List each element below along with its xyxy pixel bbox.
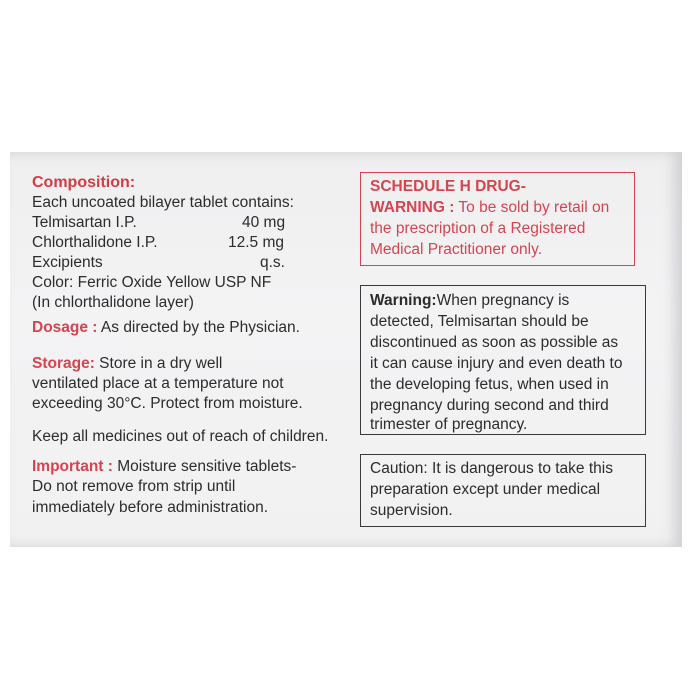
package-panel: [10, 152, 682, 547]
pregnancy-warning-text-1: When pregnancy is: [436, 292, 570, 309]
important-text-1: Moisture sensitive tablets-: [112, 458, 297, 475]
keep-out-of-reach: Keep all medicines out of reach of children.: [32, 428, 329, 445]
pregnancy-warning-box: [360, 285, 646, 435]
color-line: Color: Ferric Oxide Yellow USP NF: [32, 274, 272, 291]
caution-line-1: Caution: It is dangerous to take this: [370, 460, 613, 477]
schedule-h-line-3: Medical Practitioner only.: [370, 241, 543, 258]
layer-line: (In chlorthalidone layer): [32, 294, 194, 311]
dosage-text: As directed by the Physician.: [97, 319, 300, 336]
pregnancy-warning-line-2: detected, Telmisartan should be: [370, 313, 589, 330]
dosage-line: [32, 318, 300, 338]
storage-label: Storage:: [32, 355, 95, 372]
dosage-label: Dosage :: [32, 319, 98, 336]
storage-text-1: Store in a dry well: [94, 355, 223, 372]
schedule-h-box: [360, 172, 635, 266]
pregnancy-warning-line-1: [370, 291, 569, 312]
schedule-h-warning-label: WARNING :: [370, 199, 455, 216]
pregnancy-warning-line-3: discontinued as soon as possible as: [370, 334, 619, 351]
important-line-2: Do not remove from strip until: [32, 478, 236, 495]
important-line-3: immediately before administration.: [32, 499, 269, 516]
ingredient-amount-telmisartan: 40 mg: [242, 214, 286, 231]
storage-line-2: ventilated place at a temperature not: [32, 375, 284, 392]
caution-line-2: preparation except under medical: [370, 481, 601, 498]
schedule-h-line-1: [370, 198, 609, 219]
ingredient-name-excipients: Excipients: [32, 254, 103, 271]
pregnancy-warning-label: Warning:: [370, 292, 437, 309]
pregnancy-warning-line-4: it can cause injury and even death to: [370, 355, 623, 372]
ingredient-amount-chlorthalidone: 12.5 mg: [228, 234, 285, 251]
schedule-h-text-1: To be sold by retail on: [454, 199, 610, 216]
pregnancy-warning-line-6: pregnancy during second and third: [370, 397, 609, 414]
pregnancy-warning-line-7: trimester of pregnancy.: [370, 416, 528, 433]
schedule-h-line-2: the prescription of a Registered: [370, 220, 586, 237]
schedule-h-title: SCHEDULE H DRUG-: [370, 178, 526, 195]
ingredient-amount-excipients: q.s.: [260, 254, 285, 271]
ingredient-name-chlorthalidone: Chlorthalidone I.P.: [32, 234, 158, 251]
important-line-1: [32, 457, 296, 477]
caution-line-3: supervision.: [370, 502, 453, 519]
ingredient-name-telmisartan: Telmisartan I.P.: [32, 214, 137, 231]
storage-line-3: exceeding 30°C. Protect from moisture.: [32, 395, 303, 412]
important-label: Important :: [32, 458, 113, 475]
composition-intro: Each uncoated bilayer tablet contains:: [32, 194, 294, 211]
pregnancy-warning-line-5: the developing fetus, when used in: [370, 376, 609, 393]
composition-heading: Composition:: [32, 174, 136, 191]
caution-box: [360, 454, 646, 527]
storage-line-1: [32, 354, 222, 374]
